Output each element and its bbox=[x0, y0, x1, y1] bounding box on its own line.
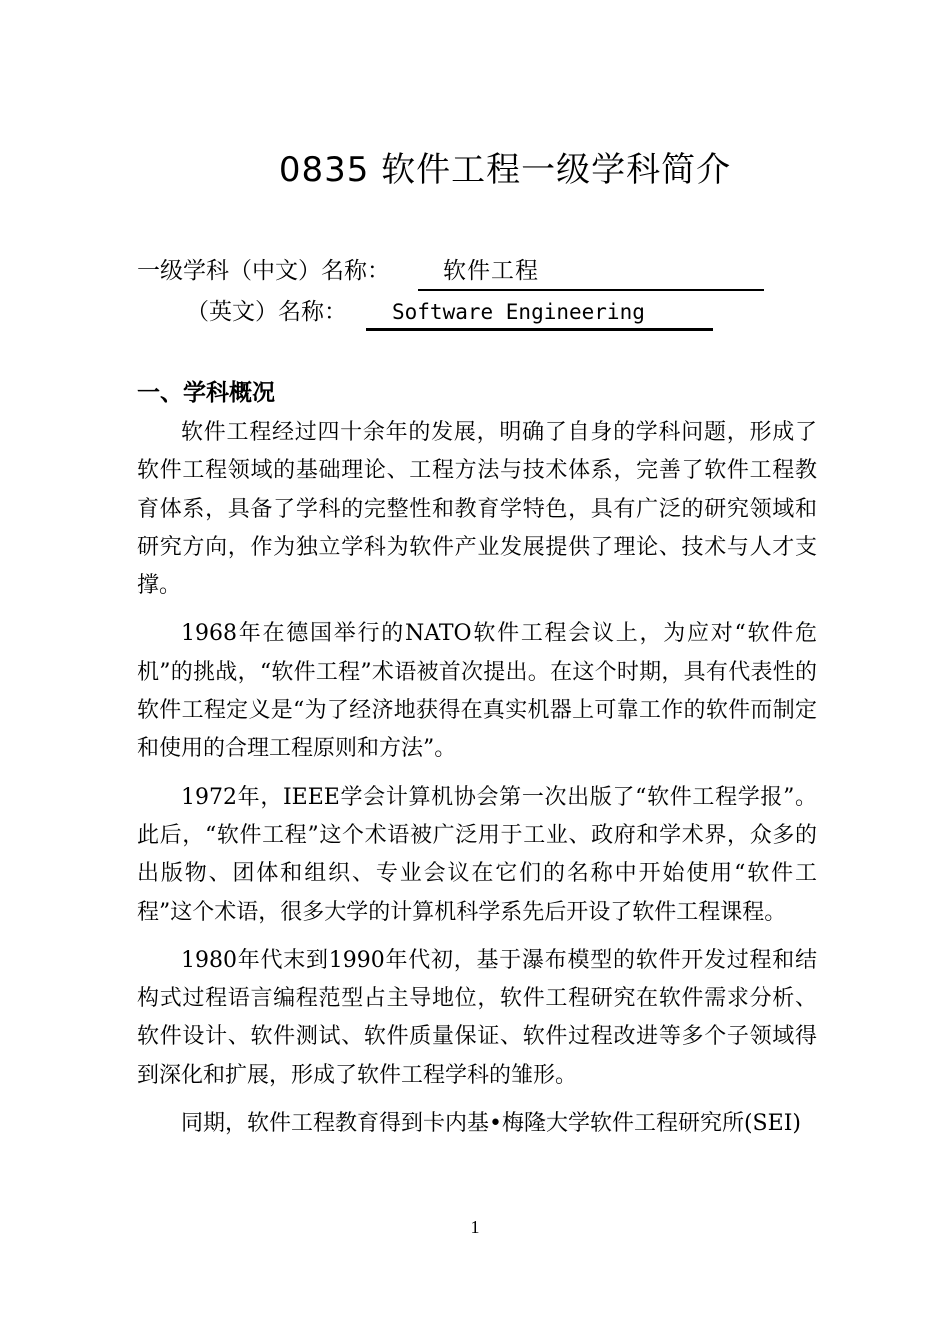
discipline-name-cn-row bbox=[137, 254, 777, 288]
discipline-name-en-value: Software Engineering bbox=[392, 300, 645, 324]
section-heading-overview: 一、学科概况 bbox=[137, 380, 275, 406]
paragraph: 同期，软件工程教育得到卡内基•梅隆大学软件工程研究所(SEI) bbox=[181, 1111, 801, 1137]
discipline-name-cn-underline bbox=[418, 289, 764, 291]
body-text bbox=[137, 414, 817, 1153]
paragraph: 1968年在德国举行的NATO软件工程会议上，为应对“软件危机”的挑战，“软件工程”术语被首次提出。在这个时期，具有代表性的软件工程定义是“为了经济地获得在真实机器上可靠工作的软件而制定和使用的合理工程原则和方法”。 bbox=[137, 621, 817, 762]
paragraph: 1972年，IEEE学会计算机协会第一次出版了“软件工程学报”。此后，“软件工程”这个术语被广泛用于工业、政府和学术界，众多的出版物、团体和组织、专业会议在它们的名称中开始使用“软件工程”这个术语，很多大学的计算机科学系先后开设了软件工程课程。 bbox=[137, 784, 817, 925]
discipline-name-en-row bbox=[186, 295, 726, 329]
discipline-name-cn-label: 一级学科（中文）名称： bbox=[137, 258, 390, 284]
paragraph: 软件工程经过四十余年的发展，明确了自身的学科问题，形成了软件工程领域的基础理论、工程方法与技术体系，完善了软件工程教育体系，具备了学科的完整性和教育学特色，具有广泛的研究领域和研究方向，作为独立学科为软件产业发展提供了理论、技术与人才支撑。 bbox=[137, 420, 817, 599]
discipline-name-cn-value: 软件工程 bbox=[443, 258, 539, 284]
paragraph: 1980年代末到1990年代初，基于瀑布模型的软件开发过程和结构式过程语言编程范型占主导地位，软件工程研究在软件需求分析、软件设计、软件测试、软件质量保证、软件过程改进等多个子领域得到深化和扩展，形成了软件工程学科的雏形。 bbox=[137, 947, 817, 1088]
page-number: 1 bbox=[470, 1217, 480, 1237]
discipline-name-en-underline bbox=[366, 328, 713, 331]
document-title: 0835 软件工程一级学科简介 bbox=[278, 150, 732, 190]
discipline-name-en-label: （英文）名称： bbox=[186, 299, 347, 325]
